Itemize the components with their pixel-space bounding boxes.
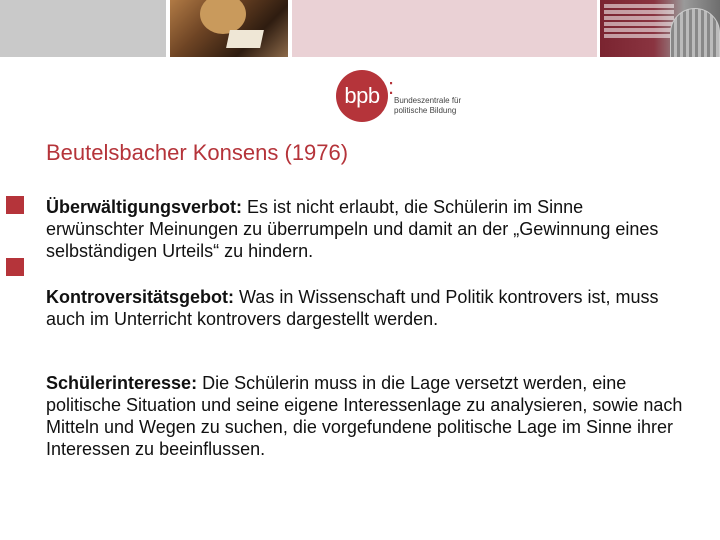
header-photo-reichstag bbox=[600, 0, 720, 57]
photo-text-line bbox=[604, 4, 674, 8]
photo-book bbox=[226, 30, 264, 48]
principle-text: Die Schülerin muss in die Lage versetzt werden, eine politische Situation und seine eigene Interessenlage zu analysieren, sowie nach Mitteln und Wegen zu suchen, die vorgefundene politische Lage im Sinne ihrer Interessen zu beeinflussen. bbox=[46, 373, 683, 459]
logo-text bbox=[394, 96, 461, 116]
principle-controversy bbox=[46, 286, 686, 330]
principle-text: Was in Wissenschaft und Politik kontrovers ist, muss auch im Unterricht kontrovers dargestellt werden. bbox=[46, 287, 659, 329]
slide-title: Beutelsbacher Konsens (1976) bbox=[46, 140, 349, 165]
logo-text-line2: politische Bildung bbox=[394, 106, 457, 115]
bullet-square bbox=[6, 258, 24, 276]
principle-overwhelming-ban bbox=[46, 196, 686, 262]
principle-term: Überwältigungsverbot: bbox=[46, 197, 243, 217]
header-photo-reader bbox=[170, 0, 288, 57]
photo-text-lines bbox=[604, 2, 674, 40]
photo-text-line bbox=[604, 16, 674, 20]
photo-text-line bbox=[604, 10, 674, 14]
principle-term: Kontroversitätsgebot: bbox=[46, 287, 235, 307]
reichstag-dome bbox=[670, 8, 720, 57]
photo-person-head bbox=[200, 0, 246, 34]
logo-colon: : bbox=[388, 74, 395, 99]
header-pink-block bbox=[292, 0, 597, 57]
header-gray-block bbox=[0, 0, 166, 57]
principle-student-interest bbox=[46, 372, 686, 460]
logo-text-line1: Bundeszentrale für bbox=[394, 96, 462, 105]
principle-term: Schülerinteresse: bbox=[46, 373, 198, 393]
photo-text-line bbox=[604, 22, 674, 26]
photo-text-line bbox=[604, 28, 674, 32]
header-banner bbox=[0, 0, 720, 60]
bullet-square bbox=[6, 196, 24, 214]
principle-text: Es ist nicht erlaubt, die Schülerin im Sinne erwünschter Meinungen zu überrumpeln und damit an der „Gewinnung eines selbständigen Urteils“ zu hindern. bbox=[46, 197, 659, 261]
logo-circle: bpb bbox=[336, 70, 388, 122]
photo-text-line bbox=[604, 34, 674, 38]
bpb-logo bbox=[336, 70, 466, 120]
